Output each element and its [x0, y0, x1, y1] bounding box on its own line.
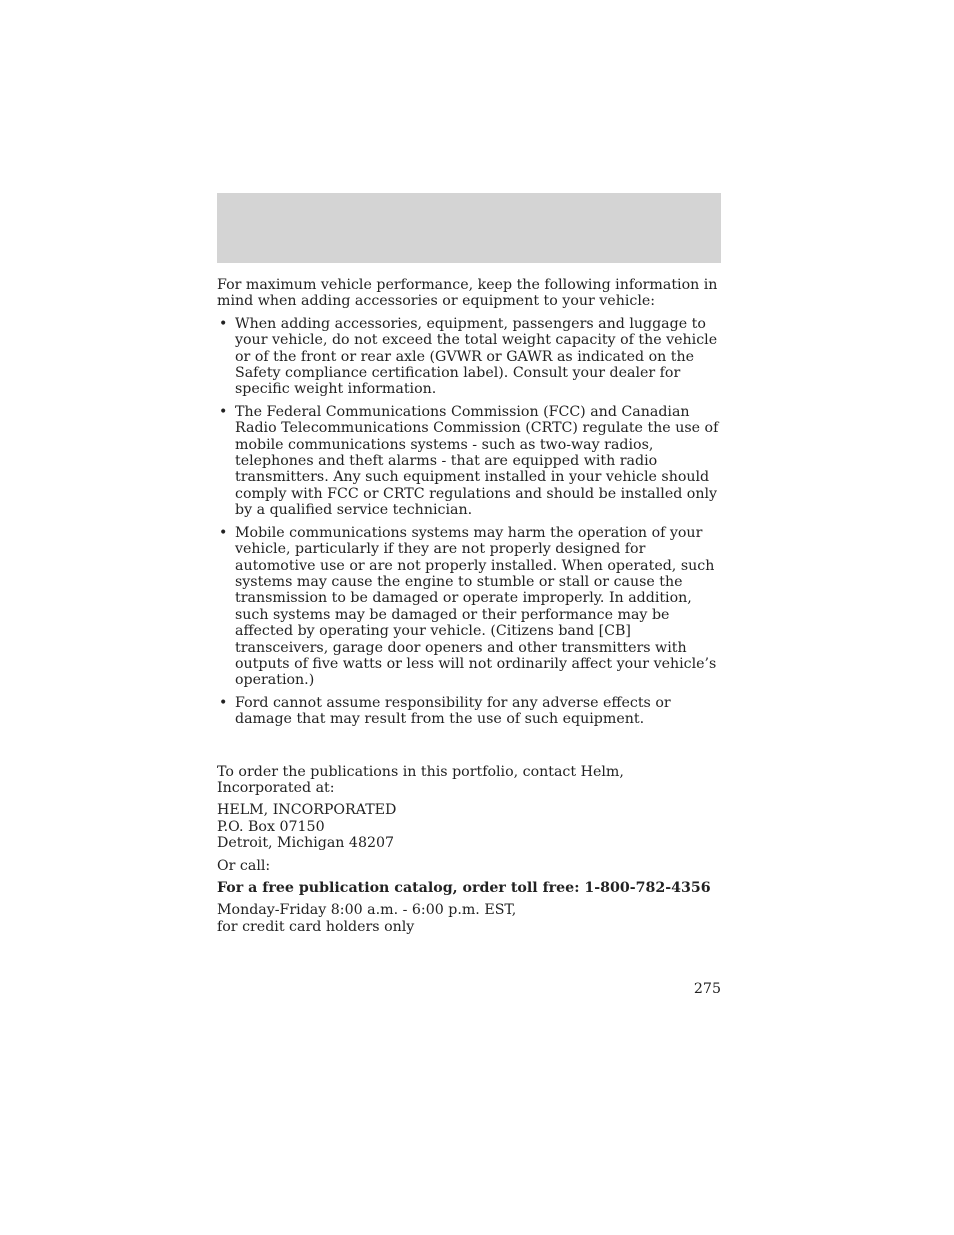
- page-number: 275: [693, 981, 721, 997]
- list-item: [217, 404, 721, 519]
- business-hours: [217, 902, 721, 935]
- list-item-text: The Federal Communications Commission (FCC) and Canadian Radio Telecommunications Commission (CRTC) regulate the use of mobile communications systems - such as two-way radios, telephones and theft alarms - that are equipped with radio transmitters. Any such equipment installed in your vehicle should comply with FCC or CRTC regulations and should be installed only by a qualified service technician.: [235, 403, 719, 519]
- section-spacer: [217, 734, 721, 764]
- bullet-icon: •: [219, 694, 228, 711]
- bullet-icon: •: [219, 315, 228, 332]
- address-po-box: P.O. Box 07150: [217, 818, 325, 835]
- intro-paragraph: For maximum vehicle performance, keep the following information in mind when adding accessories or equipment to your vehicle:: [217, 277, 718, 310]
- list-item: [217, 316, 721, 398]
- list-item-text: When adding accessories, equipment, passengers and luggage to your vehicle, do not exceed the total weight capacity of the vehicle or of the front or rear axle (GVWR or GAWR as indicated on the Safety compliance certification label). Consult your dealer for specific weight information.: [235, 315, 718, 398]
- address-company: HELM, INCORPORATED: [217, 802, 397, 819]
- order-intro: To order the publications in this portfolio, contact Helm, Incorporated at:: [217, 763, 624, 796]
- accessory-guidelines-list: [217, 316, 721, 728]
- list-item-text: Mobile communications systems may harm the operation of your vehicle, particularly if they are not properly designed for automotive use or are not properly installed. When operated, such systems may cause the engine to stumble or stall or cause the transmission to be damaged or operate improperly. In addition, such systems may be damaged or their performance may be affected by operating your vehicle. (Citizens band [CB] transceivers, garage door openers and other transmitters with outputs of five watts or less will not ordinarily affect your vehicle’s operation.): [235, 524, 717, 689]
- list-item-text: Ford cannot assume responsibility for any adverse effects or damage that may result from the use of such equipment.: [235, 694, 671, 728]
- page-content: [217, 277, 721, 941]
- list-item: [217, 525, 721, 689]
- or-call-label: Or call:: [217, 857, 271, 874]
- address-city: Detroit, Michigan 48207: [217, 835, 395, 852]
- hours-line: Monday-Friday 8:00 a.m. - 6:00 p.m. EST,: [217, 902, 517, 919]
- section-header-band: [217, 193, 721, 263]
- catalog-phone-line: For a free publication catalog, order toll free: 1-800-782-4356: [217, 880, 711, 896]
- bullet-icon: •: [219, 524, 228, 541]
- hours-note: for credit card holders only: [217, 918, 415, 935]
- list-item: [217, 695, 721, 728]
- bullet-icon: •: [219, 403, 228, 420]
- mailing-address: [217, 802, 721, 851]
